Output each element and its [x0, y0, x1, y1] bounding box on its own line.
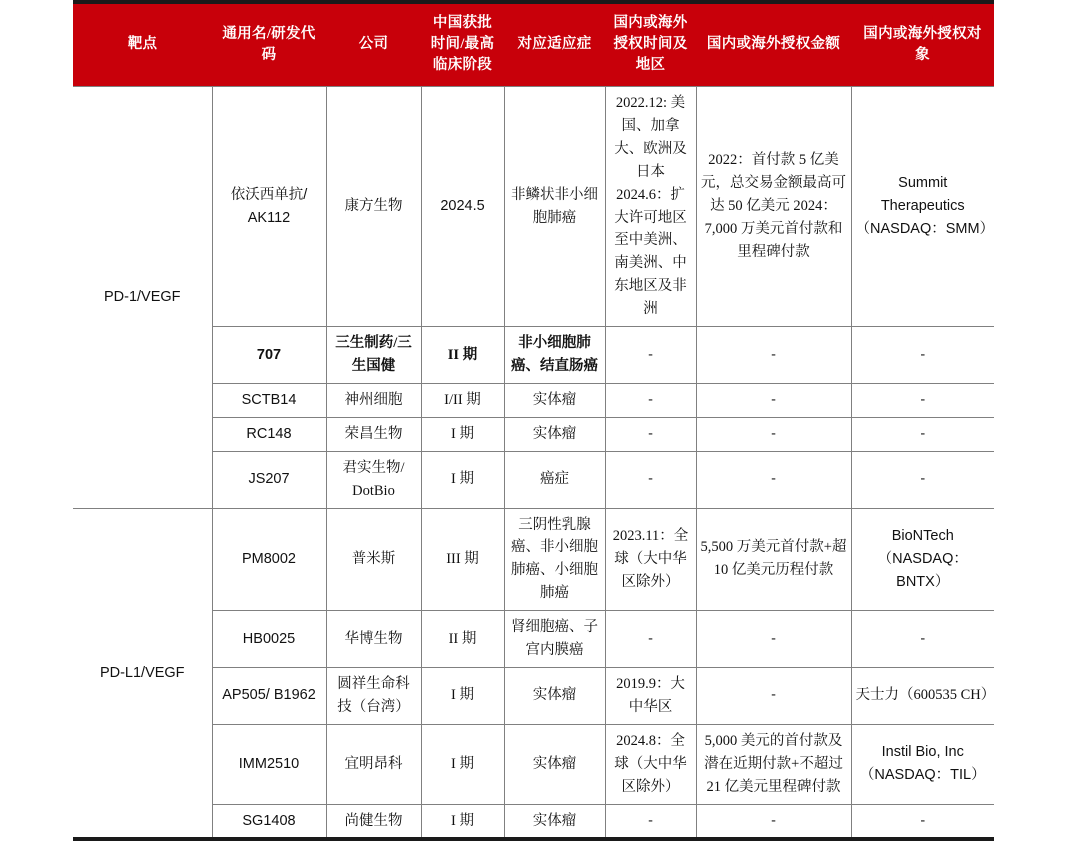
table-row: [73, 87, 994, 327]
cell-indication: 实体瘤: [504, 667, 605, 724]
drug-pipeline-table-wrap: [73, 0, 994, 841]
cell-license-amount: 5,000 美元的首付款及潜在近期付款+不超过 21 亿美元里程碑付款: [696, 724, 851, 804]
column-header-license-amount: 国内或海外授权金额: [696, 2, 851, 87]
column-header-license-partner: 国内或海外授权对象: [851, 2, 994, 87]
cell-drug-name: HB0025: [212, 611, 326, 668]
cell-drug-name: SG1408: [212, 804, 326, 839]
cell-company: 荣昌生物: [326, 417, 421, 451]
table-row: [73, 417, 994, 451]
cell-drug-name: SCTB14: [212, 383, 326, 417]
cell-stage: I 期: [421, 667, 504, 724]
cell-indication: 癌症: [504, 451, 605, 508]
table-row: [73, 804, 994, 839]
cell-indication: 非小细胞肺癌、结直肠癌: [504, 327, 605, 384]
cell-license-time: 2024.8：全球（大中华区除外）: [605, 724, 696, 804]
cell-drug-name: RC148: [212, 417, 326, 451]
cell-license-time: 2023.11：全球（大中华区除外）: [605, 508, 696, 611]
cell-license-time: -: [605, 383, 696, 417]
table-row: [73, 451, 994, 508]
cell-license-time: 2019.9：大中华区: [605, 667, 696, 724]
column-header-generic-name-code: 通用名/研发代码: [212, 2, 326, 87]
cell-stage: II 期: [421, 327, 504, 384]
cell-license-time: -: [605, 417, 696, 451]
cell-drug-name: JS207: [212, 451, 326, 508]
cell-company: 三生制药/三生国健: [326, 327, 421, 384]
cell-license-amount: -: [696, 417, 851, 451]
cell-license-partner: Summit Therapeutics（NASDAQ：SMM）: [851, 87, 994, 327]
cell-license-amount: -: [696, 667, 851, 724]
cell-license-amount: 2022：首付款 5 亿美元，总交易金额最高可达 50 亿美元 2024：7,000 万美元首付款和里程碑付款: [696, 87, 851, 327]
cell-license-partner: 天士力（600535 CH）: [851, 667, 994, 724]
cell-indication: 三阴性乳腺癌、非小细胞肺癌、小细胞肺癌: [504, 508, 605, 611]
column-header-indication: 对应适应症: [504, 2, 605, 87]
cell-company: 神州细胞: [326, 383, 421, 417]
cell-target-group: PD-L1/VEGF: [73, 508, 212, 839]
cell-license-partner: -: [851, 451, 994, 508]
column-header-license-time-region: 国内或海外授权时间及地区: [605, 2, 696, 87]
cell-license-partner: BioNTech（NASDAQ：BNTX）: [851, 508, 994, 611]
column-header-approval-stage: 中国获批时间/最高临床阶段: [421, 2, 504, 87]
cell-indication: 实体瘤: [504, 417, 605, 451]
cell-company: 圆祥生命科技（台湾）: [326, 667, 421, 724]
table-header: [73, 2, 994, 87]
table-header-row: [73, 2, 994, 87]
cell-stage: III 期: [421, 508, 504, 611]
cell-stage: I/II 期: [421, 383, 504, 417]
table-row: [73, 383, 994, 417]
cell-stage: 2024.5: [421, 87, 504, 327]
cell-license-partner: -: [851, 383, 994, 417]
cell-license-partner: Instil Bio, Inc（NASDAQ：TIL）: [851, 724, 994, 804]
cell-indication: 非鳞状非小细胞肺癌: [504, 87, 605, 327]
table-body: [73, 87, 994, 840]
cell-drug-name: 依沃西单抗/ AK112: [212, 87, 326, 327]
cell-company: 华博生物: [326, 611, 421, 668]
cell-license-partner: -: [851, 611, 994, 668]
cell-stage: II 期: [421, 611, 504, 668]
cell-license-partner: -: [851, 804, 994, 839]
cell-drug-name: 707: [212, 327, 326, 384]
cell-license-partner: -: [851, 327, 994, 384]
cell-license-amount: -: [696, 383, 851, 417]
cell-stage: I 期: [421, 451, 504, 508]
cell-company: 君实生物/ DotBio: [326, 451, 421, 508]
cell-stage: I 期: [421, 417, 504, 451]
cell-drug-name: PM8002: [212, 508, 326, 611]
cell-license-amount: 5,500 万美元首付款+超 10 亿美元历程付款: [696, 508, 851, 611]
column-header-company: 公司: [326, 2, 421, 87]
cell-stage: I 期: [421, 804, 504, 839]
cell-indication: 实体瘤: [504, 804, 605, 839]
cell-license-time: -: [605, 327, 696, 384]
cell-license-partner: -: [851, 417, 994, 451]
cell-stage: I 期: [421, 724, 504, 804]
cell-indication: 肾细胞癌、子宫内膜癌: [504, 611, 605, 668]
cell-license-amount: -: [696, 804, 851, 839]
cell-license-time: -: [605, 451, 696, 508]
table-row: [73, 667, 994, 724]
cell-company: 宜明昂科: [326, 724, 421, 804]
cell-drug-name: AP505/ B1962: [212, 667, 326, 724]
table-row: [73, 724, 994, 804]
cell-company: 普米斯: [326, 508, 421, 611]
cell-target-group: PD-1/VEGF: [73, 87, 212, 509]
cell-company: 康方生物: [326, 87, 421, 327]
cell-company: 尚健生物: [326, 804, 421, 839]
column-header-target: 靶点: [73, 2, 212, 87]
cell-license-time: 2022.12: 美国、加拿大、欧洲及日本 2024.6：扩大许可地区至中美洲、南美洲、中东地区及非洲: [605, 87, 696, 327]
cell-license-amount: -: [696, 327, 851, 384]
cell-indication: 实体瘤: [504, 724, 605, 804]
cell-license-time: -: [605, 804, 696, 839]
table-row: [73, 611, 994, 668]
table-row: [73, 327, 994, 384]
cell-indication: 实体瘤: [504, 383, 605, 417]
drug-pipeline-table: [73, 0, 994, 841]
cell-license-amount: -: [696, 611, 851, 668]
cell-license-time: -: [605, 611, 696, 668]
cell-drug-name: IMM2510: [212, 724, 326, 804]
table-row: [73, 508, 994, 611]
cell-license-amount: -: [696, 451, 851, 508]
